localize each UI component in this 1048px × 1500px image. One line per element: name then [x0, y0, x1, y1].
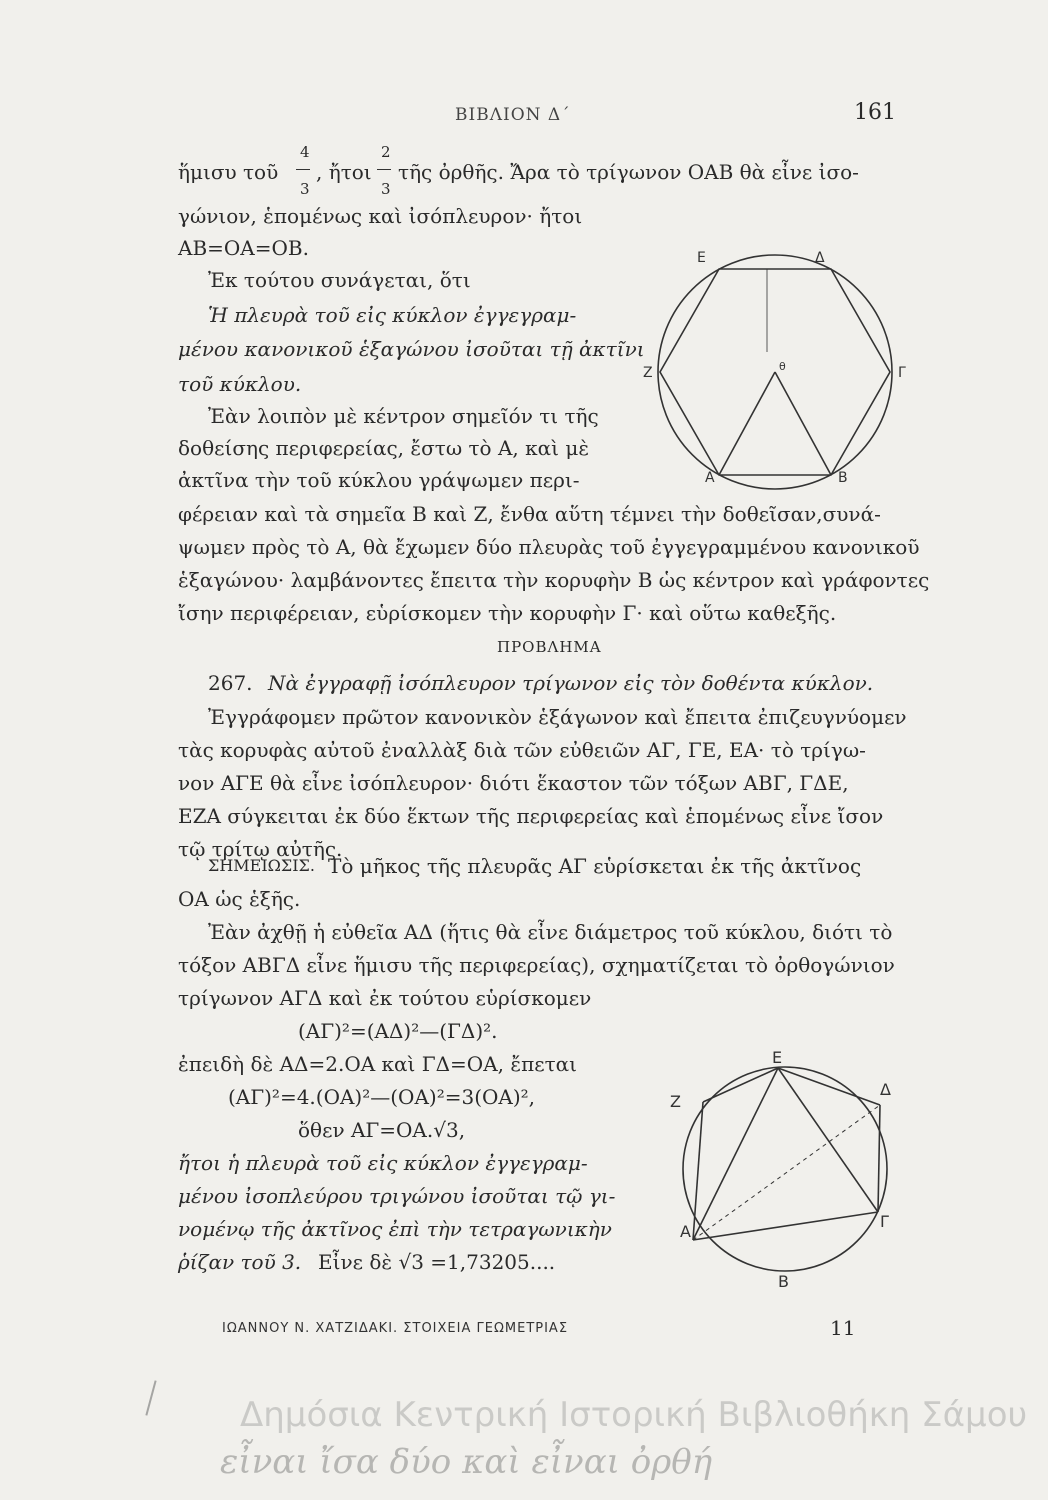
- handwritten-note: εἶναι ἴσα δύο καὶ εἶναι ὀρθή: [220, 1442, 713, 1482]
- vertex-label: Δ: [880, 1080, 891, 1099]
- equation: ὅθεν ΑΓ=ΟΑ.√3,: [298, 1118, 466, 1142]
- conclusion-line: νομένῳ τῆς ἀκτῖνος ἐπὶ τὴν τετραγωνικὴν: [178, 1217, 612, 1241]
- fraction-denominator: 3: [381, 180, 391, 198]
- segment: [703, 1068, 778, 1102]
- segment: [775, 372, 831, 475]
- text-line: τῆς ὀρθῆς. Ἄρα τὸ τρίγωνον ΟΑΒ θὰ εἶνε ἰσο-: [398, 160, 859, 184]
- fraction-bar: [377, 169, 391, 170]
- section-heading: ΠΡΟΒΛΗΜΑ: [497, 638, 602, 656]
- pencil-mark: [145, 1380, 156, 1415]
- theorem-line: Ἡ πλευρὰ τοῦ εἰς κύκλον ἐγγεγραμ-: [208, 303, 577, 327]
- conclusion-line: μένου ἰσοπλεύρου τριγώνου ἰσοῦται τῷ γι-: [178, 1184, 616, 1208]
- text-line: ἥμισυ τοῦ: [178, 160, 279, 184]
- segment: [693, 1068, 778, 1240]
- problem-number: 267.: [208, 671, 253, 695]
- fraction-bar: [296, 169, 310, 170]
- text-line: τόξον ΑΒΓΔ εἶνε ἥμισυ τῆς περιφερείας), σχηματίζεται τὸ ὀρθογώνιον: [178, 953, 895, 977]
- conclusion-line: ῥίζαν τοῦ 3.: [178, 1250, 302, 1274]
- text-line: γώνιον, ἑπομένως καὶ ἰσόπλευρον· ἤτοι: [178, 204, 583, 228]
- sheet-number: 11: [830, 1316, 856, 1340]
- text-line: , ἤτοι: [316, 160, 372, 184]
- text-line: ἴσην περιφέρειαν, εὑρίσκομεν τὴν κορυφὴν Γ· καὶ οὕτω καθεξῆς.: [178, 601, 837, 625]
- segment: [878, 1105, 880, 1212]
- text-line: τρίγωνον ΑΓΔ καὶ ἐκ τούτου εὑρίσκομεν: [178, 986, 592, 1010]
- text-line: ἑξαγώνου· λαμβάνοντες ἔπειτα τὴν κορυφὴν Β ὡς κέντρον καὶ γράφοντες: [178, 568, 930, 592]
- segment: [693, 1212, 878, 1240]
- theorem-line: τοῦ κύκλου.: [178, 372, 302, 396]
- text-line: ΑΒ=ΟΑ=ΟΒ.: [178, 236, 309, 260]
- segment: [719, 372, 775, 475]
- problem-statement: Νὰ ἐγγραφῇ ἰσόπλευρον τρίγωνον εἰς τὸν δοθέντα κύκλον.: [268, 671, 874, 695]
- fraction-denominator: 3: [300, 180, 310, 198]
- vertex-label: Γ: [880, 1212, 889, 1231]
- note-label: ΣΗΜΕΙΩΣΙΣ.: [208, 856, 315, 875]
- segment: [693, 1105, 880, 1240]
- text-line: Τὸ μῆκος τῆς πλευρᾶς ΑΓ εὑρίσκεται ἐκ τῆς ἀκτῖνος: [328, 854, 862, 878]
- text-line: δοθείσης περιφερείας, ἔστω τὸ Α, καὶ μὲ: [178, 436, 590, 460]
- vertex-label: θ: [779, 360, 786, 373]
- text-line: ἀκτῖνα τὴν τοῦ κύκλου γράψωμεν περι-: [178, 468, 580, 492]
- library-watermark: Δημόσια Κεντρική Ιστορική Βιβλιοθήκη Σάμου: [240, 1395, 1028, 1435]
- text-line: Ἐκ τούτου συνάγεται, ὅτι: [208, 268, 471, 292]
- text-line: νον ΑΓΕ θὰ εἶνε ἰσόπλευρον· διότι ἕκαστον τῶν τόξων ΑΒΓ, ΓΔΕ,: [178, 771, 849, 795]
- page-number: 161: [854, 100, 896, 125]
- vertex-label: Ζ: [670, 1092, 681, 1111]
- triangle-figure: [670, 1040, 930, 1300]
- vertex-label: Β: [838, 470, 848, 486]
- text-line: ΕΖΑ σύγκειται ἐκ δύο ἕκτων τῆς περιφερείας καὶ ἑπομένως εἶνε ἴσον: [178, 804, 884, 828]
- equation: (ΑΓ)²=(ΑΔ)²—(ΓΔ)².: [298, 1019, 498, 1043]
- hexagon-figure: [640, 240, 930, 510]
- theorem-line: μένου κανονικοῦ ἑξαγώνου ἰσοῦται τῇ ἀκτῖνι: [178, 337, 645, 361]
- text-line: Ἐὰν λοιπὸν μὲ κέντρον σημεῖόν τι τῆς: [208, 404, 599, 428]
- vertex-label: Ζ: [643, 365, 653, 381]
- text-line: ψωμεν πρὸς τὸ Α, θὰ ἔχωμεν δύο πλευρὰς τοῦ ἐγγεγραμμένου κανονικοῦ: [178, 535, 920, 559]
- vertex-label: Β: [778, 1272, 789, 1291]
- text-line: Εἶνε δὲ √3 =1,73205....: [318, 1250, 556, 1274]
- segment: [778, 1068, 878, 1212]
- equation: (ΑΓ)²=4.(ΟΑ)²—(ΟΑ)²=3(ΟΑ)²,: [228, 1085, 536, 1109]
- vertex-label: Δ: [815, 250, 825, 266]
- fraction-numerator: 2: [381, 143, 391, 161]
- fraction-numerator: 4: [300, 143, 310, 161]
- vertex-label: Ε: [772, 1048, 783, 1067]
- running-title: ΒΙΒΛΙΟΝ Δ΄: [455, 105, 571, 125]
- text-line: Ἐγγράφομεν πρῶτον κανονικὸν ἑξάγωνον καὶ ἔπειτα ἐπιζευγνύομεν: [208, 705, 907, 729]
- text-line: Ἐὰν ἀχθῇ ἡ εὐθεῖα ΑΔ (ἥτις θὰ εἶνε διάμετρος τοῦ κύκλου, διότι τὸ: [208, 920, 893, 944]
- text-line: φέρειαν καὶ τὰ σημεῖα Β καὶ Ζ, ἔνθα αὕτη τέμνει τὴν δοθεῖσαν,συνά-: [178, 502, 881, 526]
- vertex-label: Α: [680, 1222, 691, 1241]
- segment: [778, 1068, 880, 1105]
- vertex-label: Γ: [898, 365, 906, 381]
- conclusion-line: ἤτοι ἡ πλευρὰ τοῦ εἰς κύκλον ἐγγεγραμ-: [178, 1151, 588, 1175]
- vertex-label: Α: [705, 470, 715, 486]
- footer-signature: ΙΩΑΝΝΟΥ Ν. ΧΑΤΖΙΔΑΚΙ. ΣΤΟΙΧΕΙΑ ΓΕΩΜΕΤΡΙΑΣ: [222, 1321, 569, 1336]
- text-line: τὰς κορυφὰς αὐτοῦ ἐναλλὰξ διὰ τῶν εὐθειῶν ΑΓ, ΓΕ, ΕΑ· τὸ τρίγω-: [178, 738, 866, 762]
- vertex-label: Ε: [697, 250, 706, 266]
- text-line: ΟΑ ὡς ἑξῆς.: [178, 887, 301, 911]
- text-line: τῷ τρίτῳ αὐτῆς.: [178, 837, 343, 861]
- text-line: ἐπειδὴ δὲ ΑΔ=2.ΟΑ καὶ ΓΔ=ΟΑ, ἔπεται: [178, 1052, 578, 1076]
